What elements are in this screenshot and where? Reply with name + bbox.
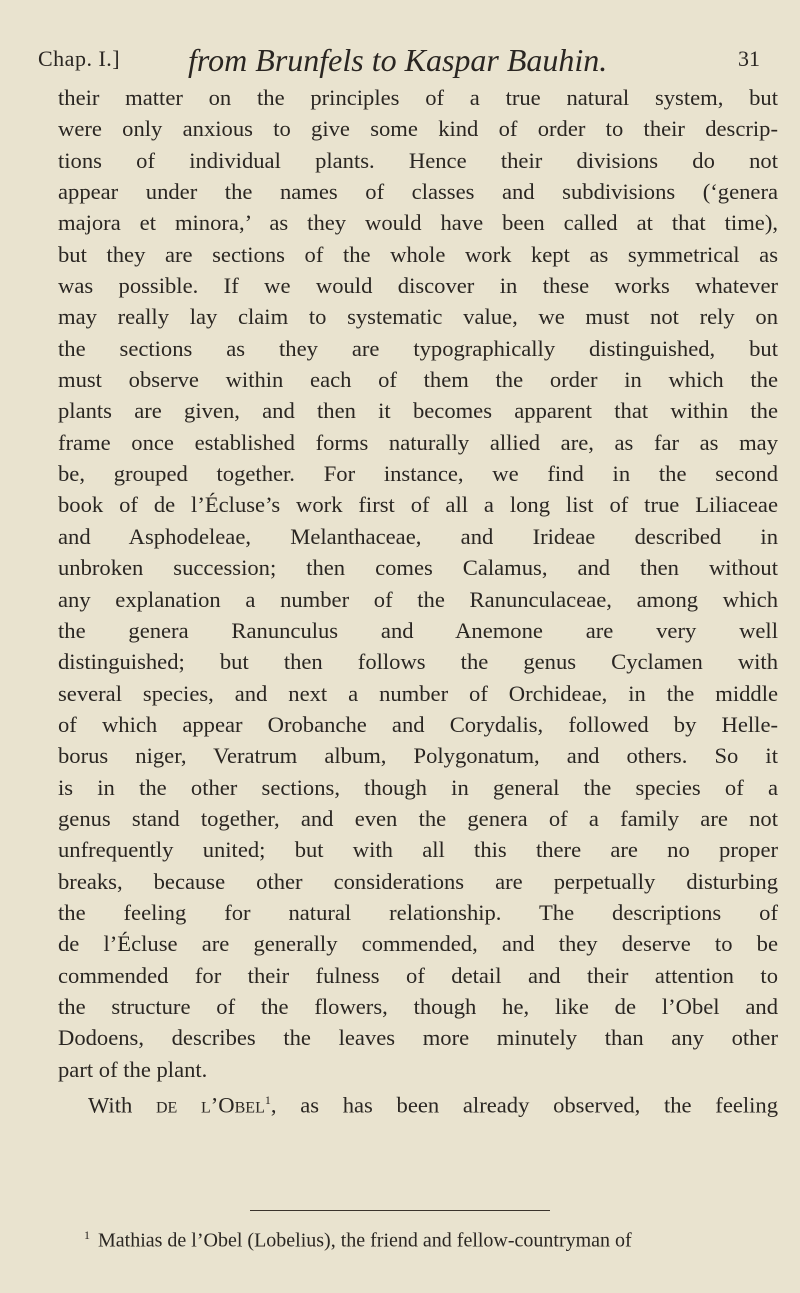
paragraph-start-line: [58, 1085, 778, 1121]
footnote-text: Mathias de l’Obel (Lobelius), the friend and fellow-countryman of: [98, 1229, 632, 1252]
text-line: their matter on the principles of a true natural system, but: [58, 85, 778, 110]
text-line: book of de l’Écluse’s work first of all a long list of true Liliaceae: [58, 492, 778, 518]
text-line: commended for their fulness of detail and their attention to: [58, 962, 778, 988]
text-line: frame once established forms naturally allied are, as far as may: [58, 429, 778, 455]
footnote-marker: 1: [264, 1093, 271, 1107]
text-line: the structure of the flowers, though he, like de l’Obel and: [58, 993, 778, 1019]
page-number: 31: [738, 46, 760, 71]
para-prefix: With: [88, 1092, 156, 1118]
text-line: distinguished; but then follows the genus Cyclamen with: [58, 649, 778, 675]
text-line: may really lay claim to systematic value, we must not rely on: [58, 304, 778, 330]
text-line: de l’Écluse are generally commended, and they deserve to be: [58, 931, 778, 957]
text-line: but they are sections of the whole work kept as symmetrical as: [58, 241, 778, 267]
footnote: [58, 1228, 778, 1253]
footnote-number: 1: [84, 1228, 90, 1242]
text-line: is in the other sections, though in general the species of a: [58, 774, 778, 800]
text-line: were only anxious to give some kind of order to their descrip-: [58, 116, 778, 142]
text-line: be, grouped together. For instance, we find in the second: [58, 461, 778, 487]
text-line: unfrequently united; but with all this there are no proper: [58, 837, 778, 863]
text-line: part of the plant.: [58, 1056, 208, 1082]
text-line: unbroken succession; then comes Calamus, and then without: [58, 555, 778, 581]
text-line: any explanation a number of the Ranunculaceae, among which: [58, 586, 778, 612]
text-line: borus niger, Veratrum album, Polygonatum, and others. So it: [58, 743, 778, 769]
text-line: breaks, because other considerations are perpetually disturbing: [58, 868, 778, 894]
chapter-label: Chap. I.]: [38, 46, 121, 71]
text-line: appear under the names of classes and subdivisions (‘genera: [58, 179, 778, 205]
para-suffix: , as has been already observed, the feeling: [270, 1092, 779, 1118]
text-line: the feeling for natural relationship. The descriptions of: [58, 899, 778, 925]
text-line: the genera Ranunculus and Anemone are very well: [58, 617, 778, 643]
text-line: must observe within each of them the order in which the: [58, 367, 778, 393]
text-line: was possible. If we would discover in these works whatever: [58, 273, 778, 299]
body-text: [58, 82, 778, 1121]
running-title: from Brunfels to Kaspar Bauhin.: [188, 42, 608, 78]
text-line: plants are given, and then it becomes apparent that within the: [58, 398, 778, 424]
text-line: genus stand together, and even the genera of a family are not: [58, 805, 778, 831]
text-line: and Asphodeleae, Melanthaceae, and Irideae described in: [58, 523, 778, 549]
text-line: of which appear Orobanche and Corydalis, followed by Helle-: [58, 711, 778, 737]
text-line: the sections as they are typographically distinguished, but: [58, 335, 778, 361]
text-line: tions of individual plants. Hence their divisions do not: [58, 147, 778, 173]
running-header: [38, 42, 760, 82]
text-line: Dodoens, describes the leaves more minutely than any other: [58, 1025, 778, 1051]
author-name: de l’Obel: [155, 1092, 265, 1118]
text-line: several species, and next a number of Orchideae, in the middle: [58, 680, 778, 706]
footnote-rule: [250, 1210, 550, 1211]
text-line: majora et minora,’ as they would have been called at that time),: [58, 210, 778, 236]
